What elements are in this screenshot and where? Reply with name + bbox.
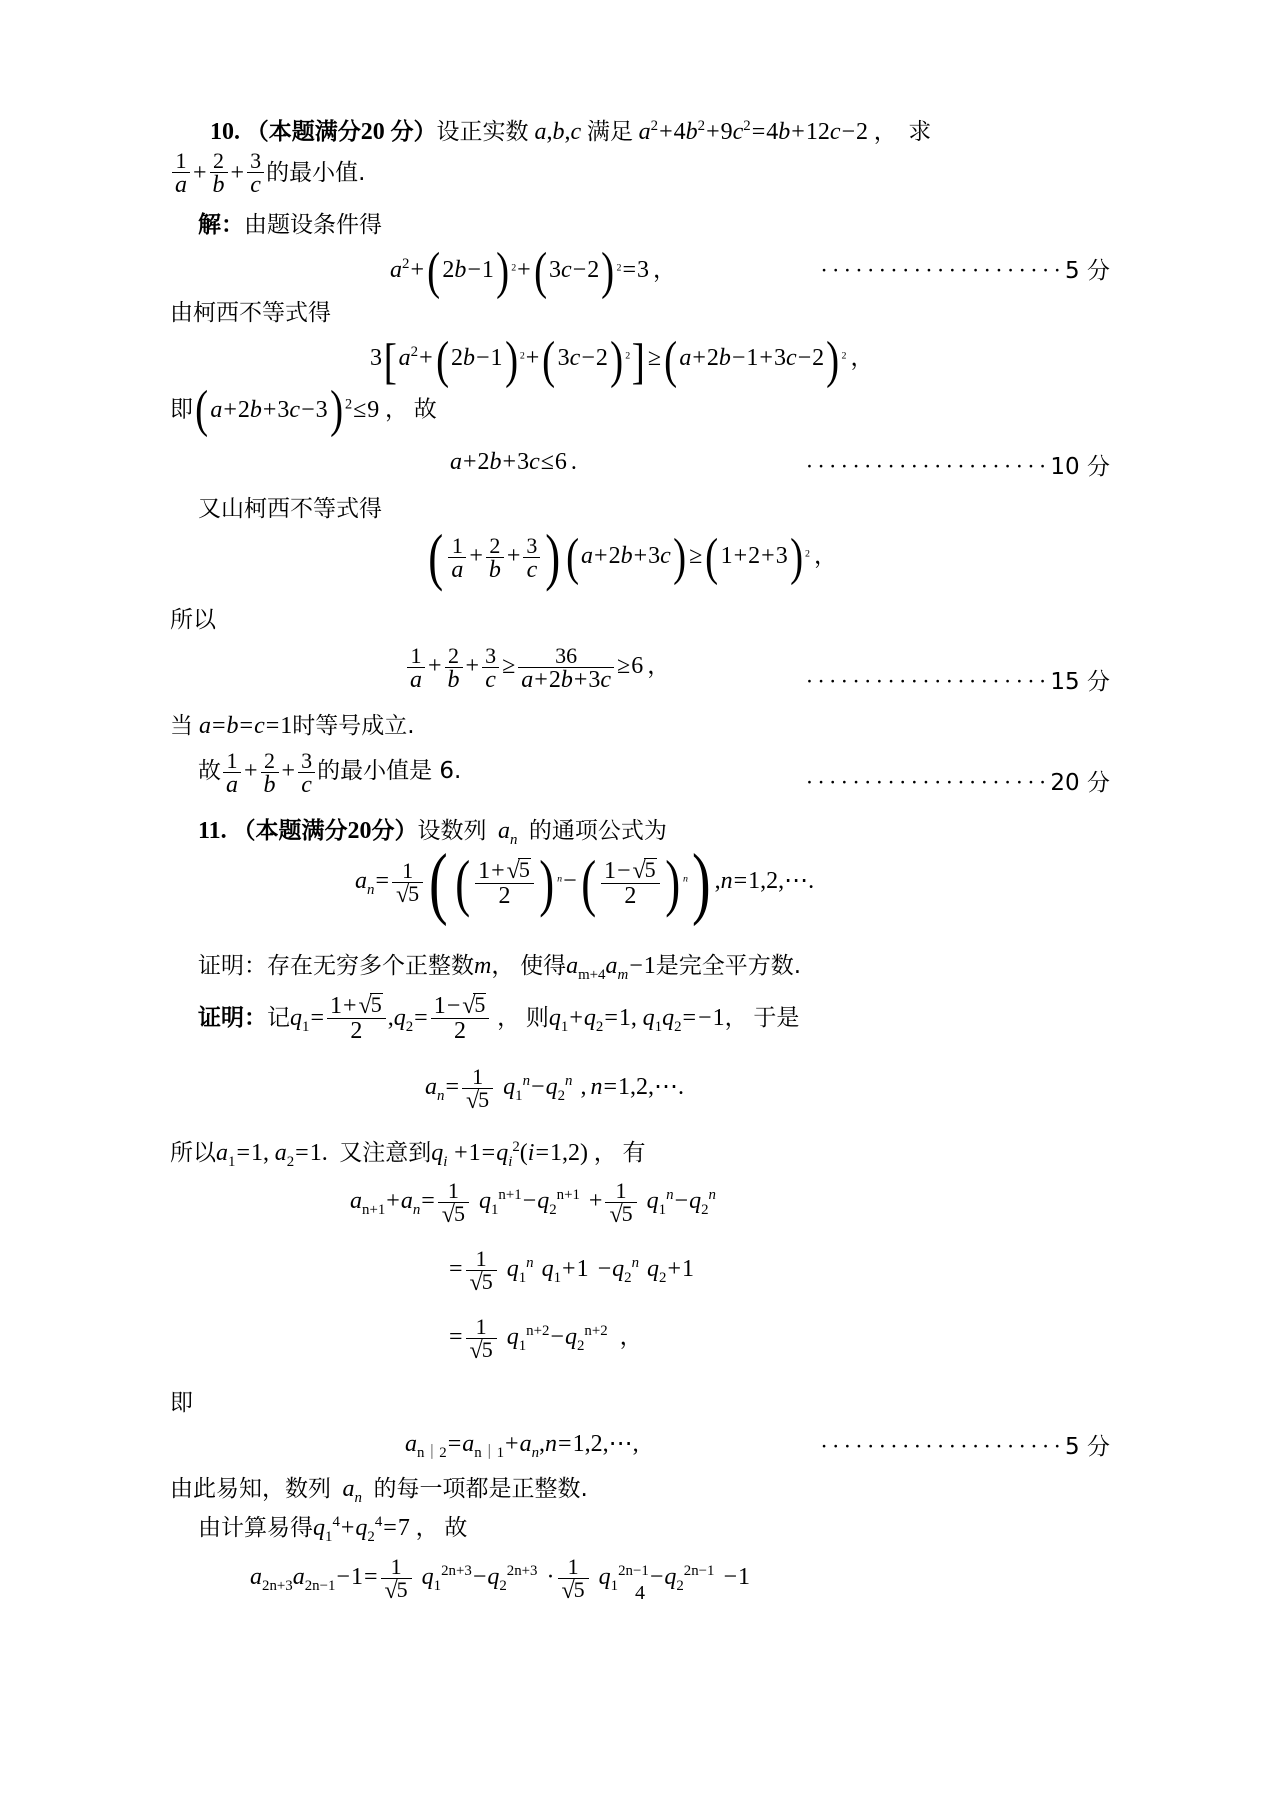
problem-10-heading: 10. （本题满分20 分）设正实数 a,b,c 满足 $a^2+4b^2+9c^2=4b+12c-2$ ， 求 [210, 118, 932, 145]
fraction-1-over-a: $\frac{1}{a}$ [448, 535, 466, 582]
score-marker-10 [806, 448, 1110, 481]
problem-10-number: 10. [210, 119, 240, 145]
problem-10-statement-lead: 设正实数 [436, 119, 529, 145]
fraction-1-over-sqrt5: $\frac{1}{√5}$ [438, 1180, 469, 1227]
solution-label: 解： [198, 212, 244, 239]
formula-an: $a_n=$ $\frac{1}{√5}$ ( ( $\frac{1+√5}{2}$ ) $^n$−( $\frac{1-√5}{2}$ ) $^n$) ,n=1,2,⋯. [355, 838, 815, 927]
leader-dots: ····················· [805, 454, 1051, 480]
note-mid: 又注意到 [339, 1140, 432, 1167]
problem-11-header-open: （本题满分 [232, 817, 348, 844]
recurrence-final-row [170, 1429, 1110, 1465]
score-marker-5b [820, 1428, 1110, 1461]
formula-an-row [170, 838, 1110, 936]
score-marker-20 [806, 764, 1110, 797]
fraction-3-over-c: $\frac{3}{c}$ [482, 645, 499, 692]
fraction-1-over-sqrt5: $\frac{1}{√5}$ [392, 860, 423, 907]
recurrence-1: $a_{n+1}+a_n=$ $\frac{1}{√5}$ $q_1^{n+1}-q_2^{n+1}$ + $\frac{1}{√5}$ $q_1^n-q_2^n$ [350, 1177, 716, 1228]
recurrence-3: = $\frac{1}{√5}$ $q_1^{n+2}-q_2^{n+2}$ ， [449, 1313, 643, 1364]
fraction-golden-minus: $\frac{1-√5}{2}$ [601, 859, 660, 908]
page-content [170, 120, 1110, 1619]
equation-step-3-row: 即(a+2b+3c−3) $^2$≤9 ， 故 [170, 381, 437, 439]
fraction-1-over-a: $\frac{1}{a}$ [407, 645, 425, 692]
cauchy-lead-text-2: 又山柯西不等式得 [198, 496, 382, 523]
solution-lead-text: 由题设条件得 [244, 212, 382, 239]
problem-10-objective-tail: 的最小值. [266, 159, 366, 186]
fraction-1-over-a: $\frac{1}{a}$ [223, 750, 241, 797]
conclusion1-lead: 由此易知，数列 [170, 1475, 331, 1502]
equation-step-1: $a^2+(2b-1)$ $^2$+(3c−2) $^2$=3 ， [390, 243, 677, 301]
equation-step-6-row [170, 642, 1110, 704]
cauchy-lead-1 [170, 301, 1110, 325]
score-marker-15 [806, 663, 1110, 696]
fraction-2-over-b: $\frac{2}{b}$ [486, 535, 504, 582]
fraction-1-over-a: $\frac{1}{a}$ [172, 150, 190, 197]
recurrence-final: $a_{n|2}=a_{n|1}+a_n,n=1,2,\cdots$, [405, 1430, 639, 1461]
fraction-36-over-sum: $\frac{36}{a+2b+3c}$ [518, 645, 614, 692]
score-value-20: 20 分 [1050, 769, 1110, 796]
fraction-3-over-c: $\frac{3}{c}$ [298, 750, 315, 797]
conclusion1-tail: 的每一项都是正整数. [373, 1475, 588, 1502]
score-value-5b: 5 分 [1065, 1433, 1110, 1460]
formula-an2: $a_n=$ $\frac{1}{√5}$ $q_1^n-q_2^n$ , n=1,2,⋯. [425, 1064, 684, 1115]
equation-step-5: ( $\frac{1}{a}$ + $\frac{2}{b}$ + $\frac{3}{c}$ ) (a+2b+3c) ≥(1+2+3) $^2$ ， [428, 521, 837, 593]
recurrence-1-row [170, 1177, 1110, 1239]
equality-case-row: 当 a=b=c=1时等号成立. [170, 712, 415, 739]
equation-step-3: (a+2b+3c−3) $^2$≤9 [195, 381, 380, 439]
prove-statement-row: 证明：存在无穷多个正整数m， 使得$a_{m+4}a_m-1$是完全平方数. [198, 953, 802, 983]
conclusion-lead: 故 [198, 758, 221, 785]
fraction-1-over-sqrt5: $\frac{1}{√5}$ [605, 1180, 636, 1227]
fraction-1-over-sqrt5: $\frac{1}{√5}$ [462, 1066, 493, 1113]
cauchy-lead-2 [198, 497, 1110, 521]
solution-lead-line [198, 213, 1110, 237]
recurrence-3-row [170, 1313, 1110, 1375]
page-number: 4 [635, 1582, 645, 1604]
prove-label: 证明： [198, 953, 267, 980]
recurrence-lead: 即 [170, 1389, 193, 1416]
problem-11-header-close: 分） [371, 817, 418, 844]
problem-10-objective: $\frac{1}{a}$ + $\frac{2}{b}$ + $\frac{3}{c}$ 的最小值. [170, 151, 1110, 203]
fraction-2-over-b: $\frac{2}{b}$ [445, 645, 463, 692]
step-6-lead: 所以 [170, 606, 216, 633]
fraction-1-over-sqrt5: $\frac{1}{√5}$ [558, 1556, 589, 1603]
problem-11-heading [198, 817, 1110, 848]
problem-11-points: 20 [347, 817, 372, 844]
conclusion-row [198, 747, 1110, 805]
sequence-symbol: $a_n$ [497, 817, 518, 848]
fraction-golden-plus: $\frac{1+√5}{2}$ [475, 859, 534, 908]
problem-10-statement-mid: 满足 [586, 119, 633, 145]
step-3-lead: 即 [170, 397, 193, 424]
fraction-1-over-sqrt5: $\frac{1}{√5}$ [466, 1248, 497, 1295]
leader-dots: ····················· [805, 769, 1051, 795]
problem-11-statement-lead: 设数列 [417, 817, 487, 844]
step-6-lead-row [170, 608, 1110, 632]
leader-dots: ····················· [805, 668, 1051, 694]
proof-lead-row: 证明：记$q_1=$ $\frac{1+√5}{2}$ $,q_2=$ $\frac{1-√5}{2}$ ， 则$q_1+q_2=1$, $q_1q_2=-1$， 于是 [198, 992, 800, 1045]
formula-an2-row [170, 1064, 1110, 1125]
score-value-10: 10 分 [1050, 454, 1110, 481]
recurrence-2: = $\frac{1}{√5}$ $q_1^n$ $q_1+1 -q_2^n$ $q_2+1$ [449, 1245, 694, 1296]
leader-dots: ····················· [820, 258, 1066, 284]
equation-step-2: $3[a^2+(2b-1)$ $^2$+(3c−2) $^2$] ≥(a+2b−1+3c−2) $^2$ ， [370, 331, 874, 390]
equation-step-1-row [170, 243, 1110, 301]
equation-step-6: $\frac{1}{a}$ + $\frac{2}{b}$ + $\frac{3}{c}$ ≥ $\frac{36}{a+2b+3c}$ ≥6 ， [405, 660, 670, 677]
conclusion-tail: 的最小值是 6. [317, 758, 462, 785]
prove-var-m: m [474, 953, 492, 980]
sequence-symbol: $a_n$ [342, 1475, 362, 1506]
fraction-2-over-b: $\frac{2}{b}$ [261, 750, 279, 797]
last-equation: $a_{2n+3}a_{2n-1}-1=$ $\frac{1}{√5}$ $q_1^{2n+3}-q_2^{2n+3}$ · $\frac{1}{√5}$ $q_1^{2n-1}-q_2^{2n-1} -1$ [250, 1554, 751, 1605]
note-row: 所以$a_1=1$, $a_2=1$. 又注意到$q_i +1=q_i^2(i=1,2)$ ， 有 [170, 1139, 646, 1171]
cauchy-lead-text-1: 由柯西不等式得 [170, 300, 331, 327]
conclusion1-row [170, 1475, 1110, 1506]
fraction-q1: $\frac{1+√5}{2}$ [327, 994, 386, 1043]
score-value-5: 5 分 [1065, 258, 1110, 285]
recurrence-2-row [170, 1245, 1110, 1307]
fraction-1-over-sqrt5: $\frac{1}{√5}$ [466, 1316, 497, 1363]
problem-10-header-open: （本题满分 [245, 119, 361, 145]
fraction-q2: $\frac{1-√5}{2}$ [431, 994, 490, 1043]
proof-label: 证明： [198, 1005, 267, 1032]
proof-lead: 记 [267, 1005, 290, 1032]
equation-step-4-row [170, 449, 1110, 485]
calc-tail-text: 故 [444, 1514, 468, 1541]
fraction-3-over-c: $\frac{3}{c}$ [247, 150, 264, 197]
equation-step-2-row [170, 331, 1110, 390]
problem-11-number: 11. [198, 817, 227, 844]
problem-10-header-close: 分） [390, 119, 437, 145]
conclusion-expression: 故 $\frac{1}{a}$ + $\frac{2}{b}$ + $\frac{3}{c}$ 的最小值是 6. [198, 747, 462, 798]
recurrence-lead-row [170, 1391, 1110, 1415]
score-value-15: 15 分 [1050, 668, 1110, 695]
note-lead: 所以 [170, 1140, 216, 1167]
step-3-tail: 故 [413, 397, 437, 424]
score-marker-5 [820, 252, 1110, 285]
leader-dots: ····················· [820, 1433, 1066, 1459]
calc-lead: 由计算易得 [198, 1514, 313, 1541]
problem-10-points: 20 [360, 119, 385, 145]
calc-row: 由计算易得$q_1^4+q_2^4=7$ ， 故 [198, 1513, 468, 1545]
problem-11-statement-tail: 的通项公式为 [528, 817, 667, 844]
equation-step-5-row [170, 521, 1110, 594]
fraction-2-over-b: $\frac{2}{b}$ [210, 150, 228, 197]
fraction-3-over-c: $\frac{3}{c}$ [523, 535, 540, 582]
prove-text-1: 存在无穷多个正整数 [267, 953, 474, 980]
equation-step-4: a+2b+3c≤6 . [450, 449, 577, 476]
fraction-1-over-sqrt5: $\frac{1}{√5}$ [381, 1556, 412, 1603]
